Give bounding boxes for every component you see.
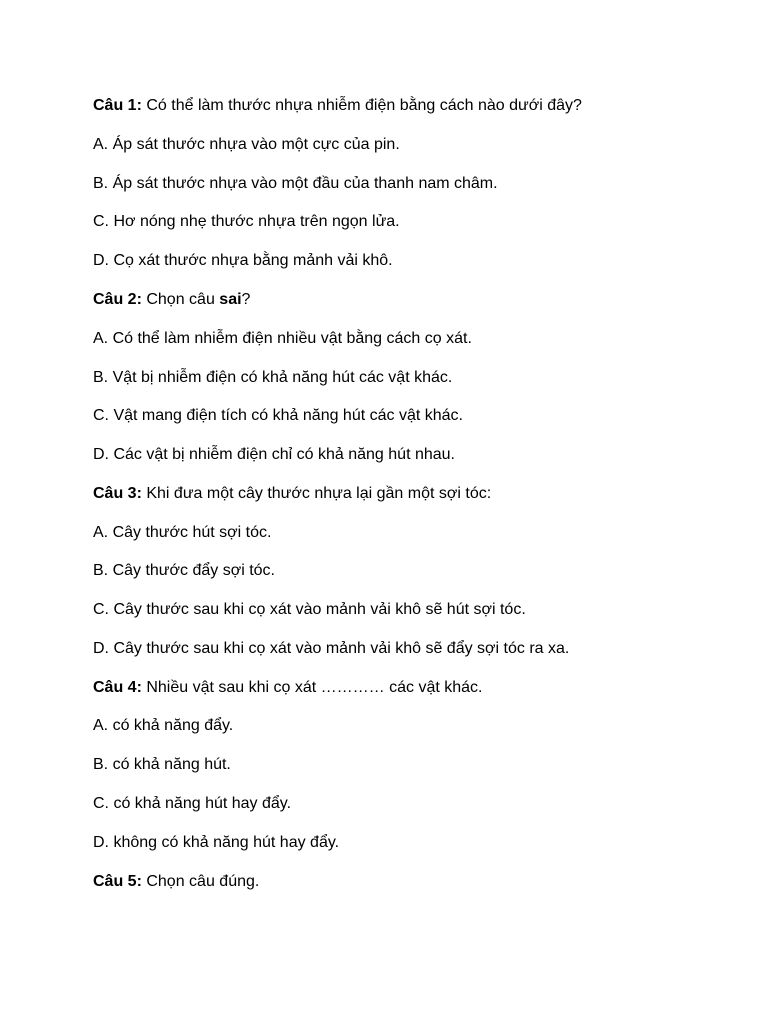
question-label: Câu 2: bbox=[93, 291, 142, 308]
answer-option: A. có khả năng đẩy. bbox=[93, 717, 234, 734]
question-text: Nhiều vật sau khi cọ xát ………… các vật khác. bbox=[141, 679, 483, 696]
answer-option: D. Cọ xát thước nhựa bằng mảnh vải khô. bbox=[93, 252, 393, 269]
answer-option: B. Vật bị nhiễm điện có khả năng hút các vật khác. bbox=[93, 369, 453, 386]
answer-option: D. Cây thước sau khi cọ xát vào mảnh vải khô sẽ đẩy sợi tóc ra xa. bbox=[93, 640, 570, 657]
answer-option: B. Áp sát thước nhựa vào một đầu của thanh nam châm. bbox=[93, 175, 498, 192]
answer-option: C. có khả năng hút hay đẩy. bbox=[93, 795, 292, 812]
question-emphasis: sai bbox=[219, 291, 242, 308]
question-text: Có thể làm thước nhựa nhiễm điện bằng cách nào dưới đây? bbox=[141, 97, 582, 114]
question-text-end: ? bbox=[241, 291, 251, 308]
question-text: Chọn câu đúng. bbox=[141, 873, 260, 890]
answer-option: C. Cây thước sau khi cọ xát vào mảnh vải khô sẽ hút sợi tóc. bbox=[93, 601, 526, 618]
question-label: Câu 5: bbox=[93, 873, 142, 890]
question-5 bbox=[93, 872, 728, 892]
question-3 bbox=[93, 484, 728, 504]
answer-option: D. không có khả năng hút hay đẩy. bbox=[93, 834, 340, 851]
answer-option: B. có khả năng hút. bbox=[93, 756, 231, 773]
answer-option: C. Vật mang điện tích có khả năng hút các vật khác. bbox=[93, 407, 463, 424]
answer-option: C. Hơ nóng nhẹ thước nhựa trên ngọn lửa. bbox=[93, 213, 400, 230]
question-label: Câu 1: bbox=[93, 97, 142, 114]
answer-option: B. Cây thước đẩy sợi tóc. bbox=[93, 562, 275, 579]
answer-option: A. Cây thước hút sợi tóc. bbox=[93, 524, 272, 541]
answer-option: D. Các vật bị nhiễm điện chỉ có khả năng hút nhau. bbox=[93, 446, 455, 463]
answer-option: A. Áp sát thước nhựa vào một cực của pin. bbox=[93, 136, 400, 153]
question-label: Câu 4: bbox=[93, 679, 142, 696]
question-text: Chọn câu bbox=[141, 291, 220, 308]
question-label: Câu 3: bbox=[93, 485, 142, 502]
question-2 bbox=[93, 290, 728, 310]
question-text: Khi đưa một cây thước nhựa lại gần một sợi tóc: bbox=[141, 485, 492, 502]
question-1 bbox=[93, 96, 728, 116]
answer-option: A. Có thể làm nhiễm điện nhiều vật bằng cách cọ xát. bbox=[93, 330, 472, 347]
question-4 bbox=[93, 678, 728, 698]
